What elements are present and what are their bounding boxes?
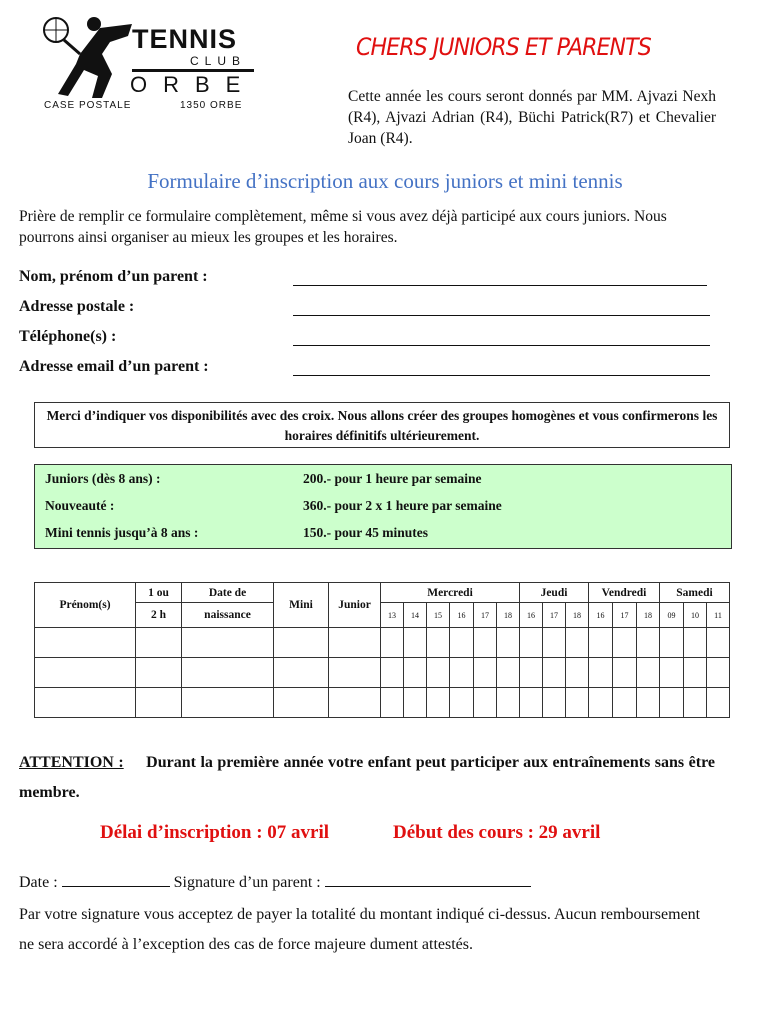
entry-cell[interactable] [520, 658, 543, 688]
col-birth-top: Date de [182, 583, 274, 603]
entry-cell[interactable] [35, 688, 136, 718]
table-row [35, 658, 730, 688]
hour-cell: 17 [474, 603, 497, 628]
entry-cell[interactable] [35, 628, 136, 658]
form-description: Prière de remplir ce formulaire complètement, même si vous avez déjà participé aux cours juniors. Nous pourrons ainsi organiser au mieux les groupes et les horaires. [19, 208, 667, 246]
col-jeudi: Jeudi [520, 583, 589, 603]
entry-cell[interactable] [274, 658, 329, 688]
entry-cell[interactable] [497, 628, 520, 658]
entry-cell[interactable] [136, 658, 182, 688]
signature-label: Signature d’un parent : [173, 874, 321, 891]
col-duration-top: 1 ou [136, 583, 182, 603]
club-logo [40, 14, 270, 114]
entry-cell[interactable] [497, 658, 520, 688]
entry-cell[interactable] [637, 688, 660, 718]
entry-cell[interactable] [182, 628, 274, 658]
parent-name-field[interactable] [293, 284, 707, 286]
hour-cell: 16 [520, 603, 543, 628]
entry-cell[interactable] [427, 658, 450, 688]
logo-orbe: ORBE [130, 72, 257, 97]
entry-cell[interactable] [566, 688, 589, 718]
price-row [45, 471, 482, 487]
entry-cell[interactable] [450, 688, 474, 718]
entry-cell[interactable] [497, 688, 520, 718]
price-box [34, 464, 732, 549]
entry-cell[interactable] [707, 688, 730, 718]
entry-cell[interactable] [613, 688, 637, 718]
hour-cell: 13 [381, 603, 404, 628]
entry-cell[interactable] [136, 688, 182, 718]
entry-cell[interactable] [520, 628, 543, 658]
course-start: Début des cours : 29 avril [393, 822, 601, 843]
price-row [45, 498, 502, 514]
hour-cell: 14 [404, 603, 427, 628]
signature-field[interactable] [325, 872, 531, 887]
col-mini: Mini [274, 583, 329, 628]
entry-cell[interactable] [404, 688, 427, 718]
col-vendredi: Vendredi [589, 583, 660, 603]
entry-cell[interactable] [404, 628, 427, 658]
entry-cell[interactable] [637, 628, 660, 658]
email-field[interactable] [293, 374, 710, 376]
phone-label: Téléphone(s) : [19, 328, 117, 345]
attention-text: Durant la première année votre enfant peut participer aux entraînements sans être membre. [19, 754, 715, 801]
attention-notice [19, 748, 715, 808]
hour-cell: 10 [684, 603, 707, 628]
entry-cell[interactable] [35, 658, 136, 688]
parent-name-label: Nom, prénom d’un parent : [19, 268, 208, 285]
hour-cell: 18 [637, 603, 660, 628]
logo-address-right: 1350 ORBE [180, 100, 243, 111]
email-label: Adresse email d’un parent : [19, 358, 209, 375]
entry-cell[interactable] [543, 628, 566, 658]
entry-cell[interactable] [329, 688, 381, 718]
attention-label: ATTENTION : [19, 754, 124, 771]
entry-cell[interactable] [566, 658, 589, 688]
price-value: 200.- pour 1 heure par semaine [303, 471, 482, 486]
entry-cell[interactable] [520, 688, 543, 718]
logo-tennis: TENNIS [132, 24, 238, 54]
signature-row [19, 872, 531, 892]
col-junior: Junior [329, 583, 381, 628]
entry-cell[interactable] [450, 628, 474, 658]
hour-cell: 15 [427, 603, 450, 628]
form-title: Formulaire d’inscription aux cours juniors et mini tennis [147, 169, 623, 193]
address-field[interactable] [293, 314, 710, 316]
price-row [45, 525, 429, 541]
entry-cell[interactable] [274, 628, 329, 658]
price-label: Mini tennis jusqu’à 8 ans : [45, 525, 199, 540]
hour-cell: 18 [497, 603, 520, 628]
date-field[interactable] [62, 872, 170, 887]
entry-cell[interactable] [329, 658, 381, 688]
hour-cell: 17 [543, 603, 566, 628]
col-prenom: Prénom(s) [35, 583, 136, 628]
date-label: Date : [19, 874, 58, 891]
logo-club: CLUB [190, 54, 247, 68]
headline: CHERS JUNIORS ET PARENTS [356, 33, 651, 61]
entry-cell[interactable] [182, 688, 274, 718]
entry-cell[interactable] [613, 658, 637, 688]
col-birth-bottom: naissance [182, 603, 274, 628]
terms-text: Par votre signature vous acceptez de payer la totalité du montant indiqué ci-dessus. Aucun remboursement ne sera accordé à l’exception des cas de force majeure dument attestés. [19, 906, 701, 953]
entry-cell[interactable] [474, 688, 497, 718]
price-value: 360.- pour 2 x 1 heure par semaine [303, 498, 502, 513]
registration-deadline: Délai d’inscription : 07 avril [100, 822, 330, 843]
col-samedi: Samedi [660, 583, 730, 603]
entry-cell[interactable] [684, 688, 707, 718]
hour-cell: 16 [450, 603, 474, 628]
tennis-player-icon [40, 14, 135, 99]
entry-cell[interactable] [136, 628, 182, 658]
entry-cell[interactable] [474, 628, 497, 658]
availability-table [34, 582, 730, 718]
entry-cell[interactable] [707, 658, 730, 688]
table-row [35, 628, 730, 658]
col-mercredi: Mercredi [381, 583, 520, 603]
entry-cell[interactable] [427, 628, 450, 658]
intro-text: Cette année les cours seront donnés par MM. Ajvazi Nexh (R4), Ajvazi Adrian (R4), Büchi Patrick(R7) et Chevalier Joan (R4). [348, 88, 716, 147]
hour-cell: 09 [660, 603, 684, 628]
entry-cell[interactable] [660, 658, 684, 688]
entry-cell[interactable] [182, 658, 274, 688]
entry-cell[interactable] [474, 658, 497, 688]
price-label: Juniors (dès 8 ans) : [45, 471, 161, 486]
col-duration-bottom: 2 h [136, 603, 182, 628]
entry-cell[interactable] [381, 628, 404, 658]
entry-cell[interactable] [707, 628, 730, 658]
entry-cell[interactable] [613, 628, 637, 658]
price-value: 150.- pour 45 minutes [303, 525, 429, 540]
entry-cell[interactable] [589, 658, 613, 688]
availability-note: Merci d’indiquer vos disponibilités avec des croix. Nous allons créer des groupes homogènes et vous confirmerons les horaires définitifs ultérieurement. [34, 402, 730, 448]
hour-cell: 11 [707, 603, 730, 628]
entry-cell[interactable] [404, 658, 427, 688]
entry-cell[interactable] [589, 628, 613, 658]
phone-field[interactable] [293, 344, 710, 346]
entry-cell[interactable] [427, 688, 450, 718]
price-label: Nouveauté : [45, 498, 115, 513]
entry-cell[interactable] [684, 658, 707, 688]
hour-cell: 17 [613, 603, 637, 628]
table-row [35, 688, 730, 718]
entry-cell[interactable] [660, 688, 684, 718]
hour-cell: 18 [566, 603, 589, 628]
entry-cell[interactable] [566, 628, 589, 658]
entry-cell[interactable] [543, 658, 566, 688]
entry-cell[interactable] [381, 688, 404, 718]
entry-cell[interactable] [450, 658, 474, 688]
hour-cell: 16 [589, 603, 613, 628]
entry-cell[interactable] [329, 628, 381, 658]
entry-cell[interactable] [589, 688, 613, 718]
logo-address-left: CASE POSTALE [44, 100, 132, 111]
entry-cell[interactable] [543, 688, 566, 718]
entry-cell[interactable] [660, 628, 684, 658]
entry-cell[interactable] [684, 628, 707, 658]
entry-cell[interactable] [637, 658, 660, 688]
entry-cell[interactable] [381, 658, 404, 688]
address-label: Adresse postale : [19, 298, 135, 315]
entry-cell[interactable] [274, 688, 329, 718]
